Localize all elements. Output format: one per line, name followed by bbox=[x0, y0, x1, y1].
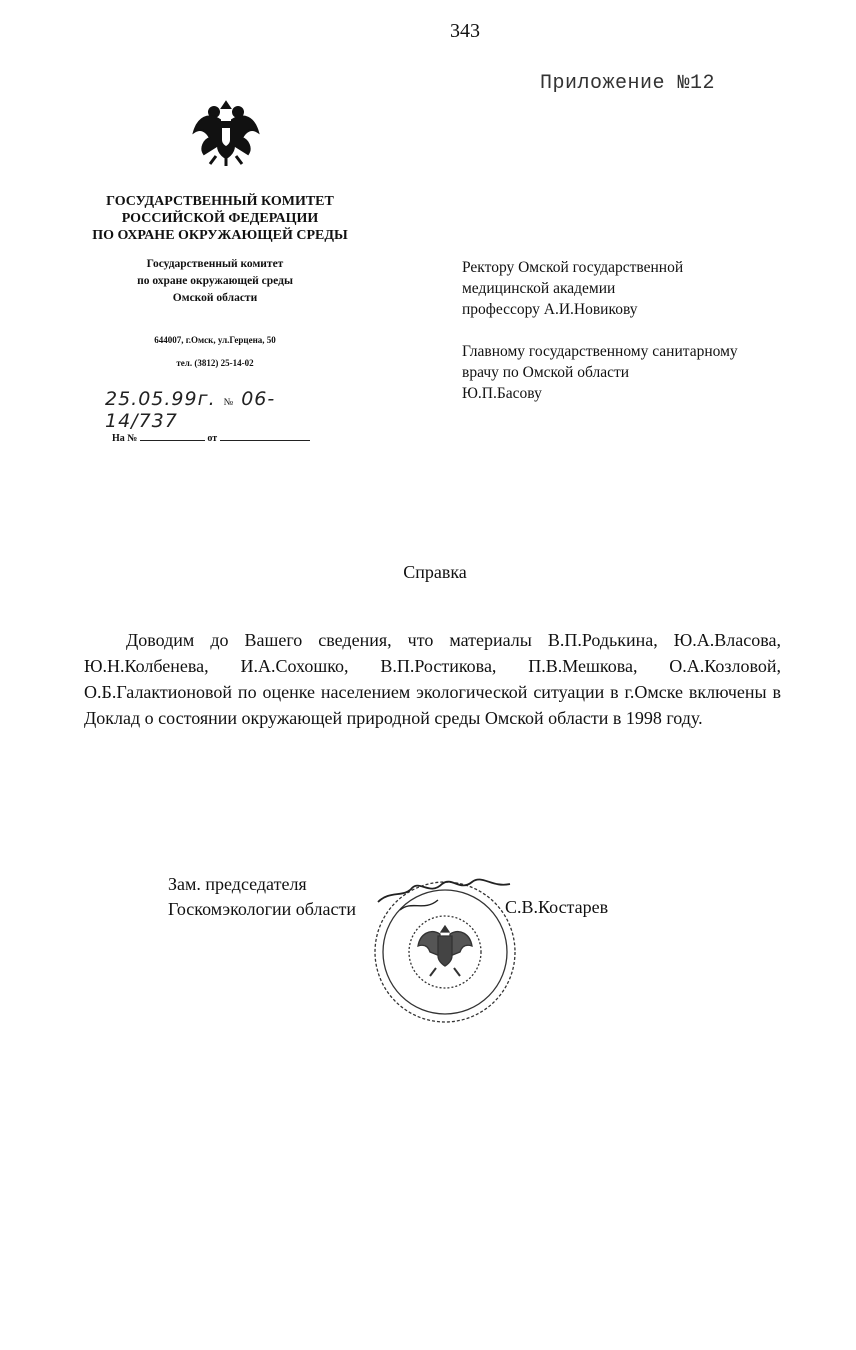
reference-number-blank bbox=[140, 430, 205, 441]
regional-committee-line: Государственный комитет bbox=[146, 258, 284, 270]
addressee-block bbox=[462, 341, 792, 404]
signatory-position-line: Зам. председателя bbox=[168, 874, 307, 894]
addressee-line: Ректору Омской государственной bbox=[462, 259, 684, 276]
coat-of-arms-icon bbox=[190, 98, 262, 168]
signatory-position bbox=[168, 872, 356, 922]
addressee-line: профессору А.И.Новикову bbox=[462, 301, 638, 318]
regional-committee-line: Омской области bbox=[172, 292, 258, 304]
reference-line bbox=[112, 430, 310, 444]
addressee-line: Ю.П.Басову bbox=[462, 385, 542, 402]
reference-from-label: от bbox=[207, 433, 218, 444]
official-stamp-icon bbox=[360, 870, 530, 1030]
reference-date-blank bbox=[220, 430, 310, 441]
appendix-label: Приложение №12 bbox=[540, 72, 716, 95]
addressee-line: Главному государственному санитарному bbox=[462, 343, 738, 360]
addressee-line: медицинской академии bbox=[462, 280, 616, 297]
body-paragraph: Доводим до Вашего сведения, что материалы В.П.Родькина, Ю.А.Власова, Ю.Н.Колбенева, И.А.Сохошко, В.П.Ростикова, П.В.Мешкова, О.А.Козловой, О.Б.Галактионовой по оценке населением экологической ситуации в г.Омске включены в Доклад о состоянии окружающей природной среды Омской области в 1998 году. bbox=[84, 630, 781, 728]
outgoing-number: 06-14/737 bbox=[105, 388, 276, 432]
organization-name bbox=[60, 193, 380, 244]
outgoing-registration bbox=[105, 388, 340, 432]
page-number: 343 bbox=[450, 20, 480, 42]
signatory-position-line: Госкомэкологии области bbox=[168, 899, 356, 919]
organization-name-line: ПО ОХРАНЕ ОКРУЖАЮЩЕЙ СРЕДЫ bbox=[92, 228, 348, 243]
regional-committee-line: по охране окружающей среды bbox=[137, 275, 293, 287]
outgoing-date: 25.05.99г. bbox=[105, 388, 216, 410]
addressee-block bbox=[462, 257, 792, 320]
organization-name-line: РОССИЙСКОЙ ФЕДЕРАЦИИ bbox=[121, 211, 319, 226]
organization-phone: тел. (3812) 25-14-02 bbox=[176, 358, 254, 368]
document-title: Справка bbox=[403, 562, 467, 582]
organization-address: 644007, г.Омск, ул.Герцена, 50 bbox=[154, 335, 276, 345]
signatory-name: С.В.Костарев bbox=[505, 897, 609, 917]
outgoing-number-label: № bbox=[223, 397, 234, 408]
regional-committee-name bbox=[90, 256, 340, 307]
reference-label: На № bbox=[112, 433, 138, 444]
addressee-line: врачу по Омской области bbox=[462, 364, 630, 381]
organization-name-line: ГОСУДАРСТВЕННЫЙ КОМИТЕТ bbox=[106, 194, 334, 209]
